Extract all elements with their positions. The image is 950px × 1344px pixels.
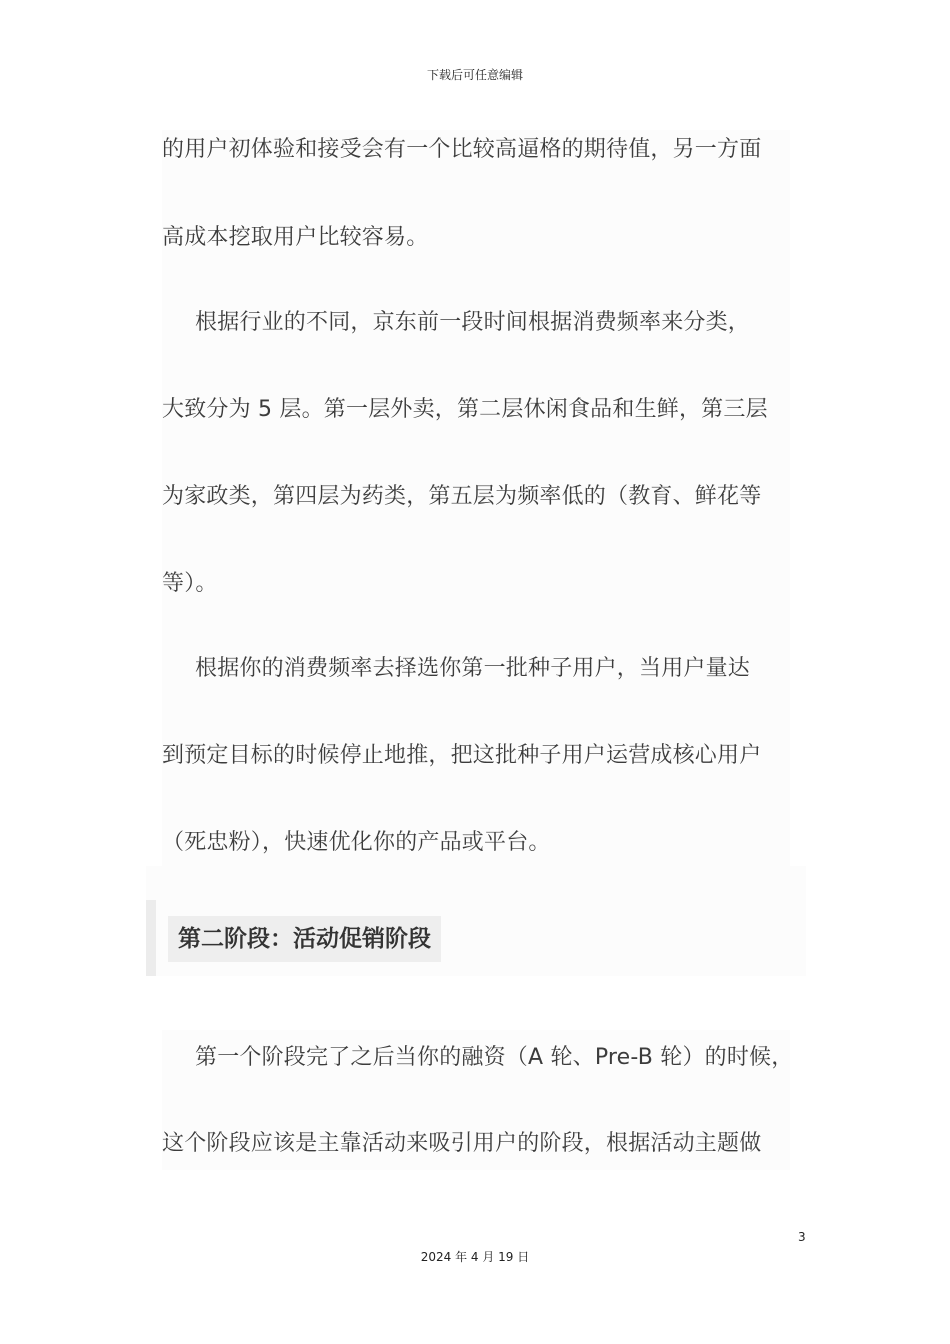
section-heading: 第二阶段：活动促销阶段 — [168, 916, 441, 962]
paragraph-line: 大致分为 5 层。第一层外卖，第二层休闲食品和生鲜，第三层 — [162, 397, 768, 422]
page-number: 3 — [798, 1230, 806, 1244]
paragraph-line: 到预定目标的时候停止地推，把这批种子用户运营成核心用户 — [162, 743, 762, 768]
page-header: 下载后可任意编辑 — [426, 68, 523, 82]
paragraph-line: 高成本挖取用户比较容易。 — [162, 225, 429, 250]
paragraph-line: （死忠粉），快速优化你的产品或平台。 — [162, 830, 551, 855]
page-date: 2024 年 4 月 19 日 — [420, 1250, 530, 1264]
paragraph-line: 第一个阶段完了之后当你的融资（A 轮、Pre-B 轮）的时候， — [195, 1045, 794, 1070]
paragraph-line: 根据行业的不同，京东前一段时间根据消费频率来分类， — [195, 310, 751, 335]
heading-accent-bar — [146, 900, 156, 976]
paragraph-line: 这个阶段应该是主靠活动来吸引用户的阶段，根据活动主题做 — [162, 1131, 762, 1156]
paragraph-line: 为家政类，第四层为药类，第五层为频率低的（教育、鲜花等 — [162, 484, 762, 509]
paragraph-line: 的用户初体验和接受会有一个比较高逼格的期待值，另一方面 — [162, 137, 762, 162]
paragraph-line: 根据你的消费频率去择选你第一批种子用户，当用户量达 — [195, 656, 751, 681]
paragraph-line: 等）。 — [162, 571, 218, 596]
